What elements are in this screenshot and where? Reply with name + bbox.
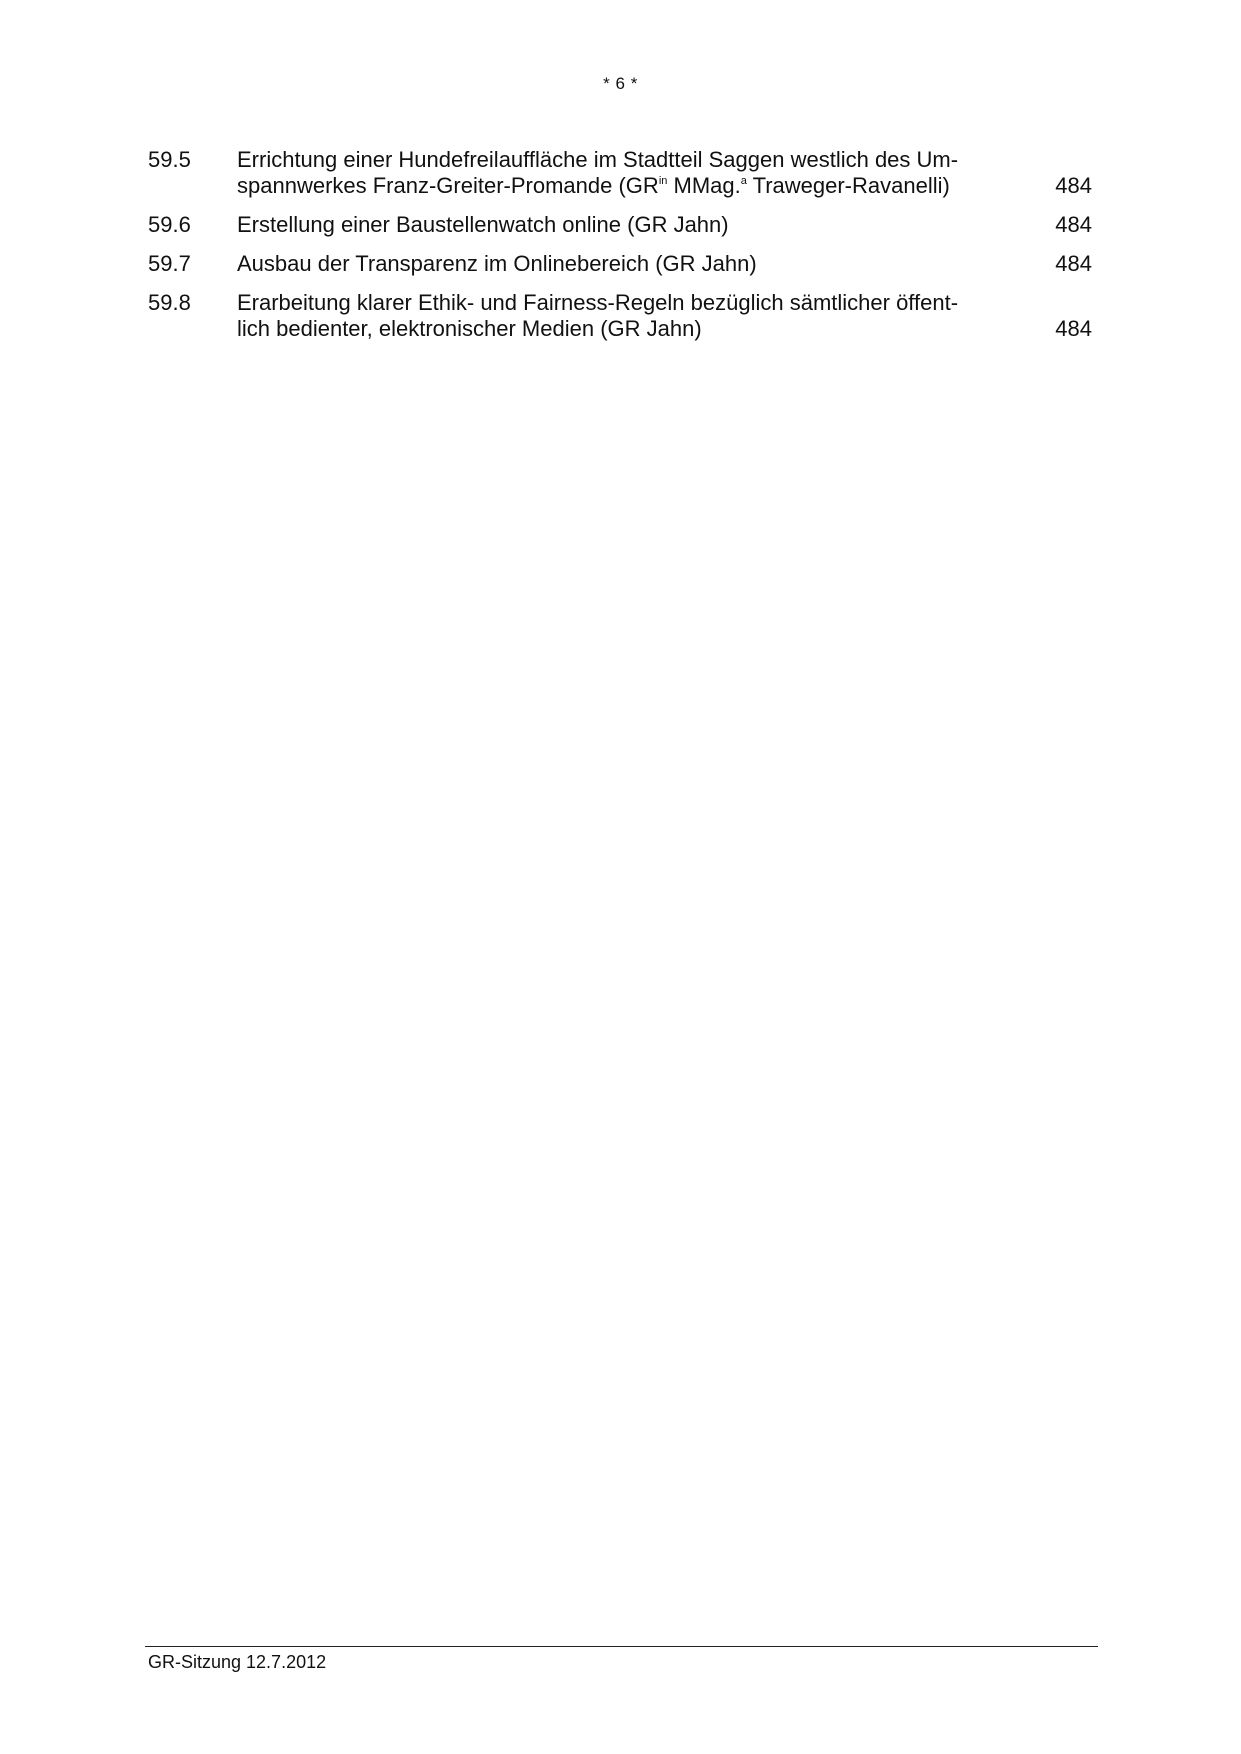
toc-entry-title-line: Erarbeitung klarer Ethik- und Fairness-Regeln bezüglich sämtlicher öffent-: [237, 290, 959, 315]
toc-entry-title-line: Traweger-Ravanelli): [746, 173, 950, 198]
toc-entry-page: 484: [1055, 316, 1092, 341]
toc-entry-59-8: [148, 290, 1098, 342]
toc-entry-title: [237, 290, 997, 342]
toc-entry-59-5: [148, 147, 1098, 199]
toc-entry-number: 59.6: [148, 212, 191, 237]
footer-divider: [145, 1646, 1098, 1647]
table-of-contents: [148, 147, 1098, 355]
superscript: in: [658, 175, 668, 187]
toc-entry-page: 484: [1055, 173, 1092, 198]
toc-entry-59-6: [148, 212, 1098, 238]
superscript: a: [740, 175, 747, 187]
toc-entry-page: 484: [1055, 251, 1092, 276]
page-number: * 6 *: [603, 74, 638, 93]
toc-entry-title: Erstellung einer Baustellenwatch online (GR Jahn): [237, 212, 729, 237]
toc-entry-number: 59.5: [148, 147, 191, 172]
toc-entry-page: 484: [1055, 212, 1092, 237]
toc-entry-title-line: spannwerkes Franz-Greiter-Promande (GR: [237, 173, 659, 198]
toc-entry-number: 59.8: [148, 290, 191, 315]
toc-entry-title-line: lich bedienter, elektronischer Medien (GR Jahn): [237, 316, 702, 341]
toc-entry-number: 59.7: [148, 251, 191, 276]
toc-entry-title-line: MMag.: [667, 173, 741, 198]
toc-entry-title: Ausbau der Transparenz im Onlinebereich (GR Jahn): [237, 251, 757, 276]
toc-entry-title-line: Errichtung einer Hundefreilauffläche im Stadtteil Saggen westlich des Um-: [237, 147, 959, 172]
toc-entry-title: [237, 147, 997, 199]
footer-text: GR-Sitzung 12.7.2012: [148, 1652, 327, 1672]
toc-entry-59-7: [148, 251, 1098, 277]
